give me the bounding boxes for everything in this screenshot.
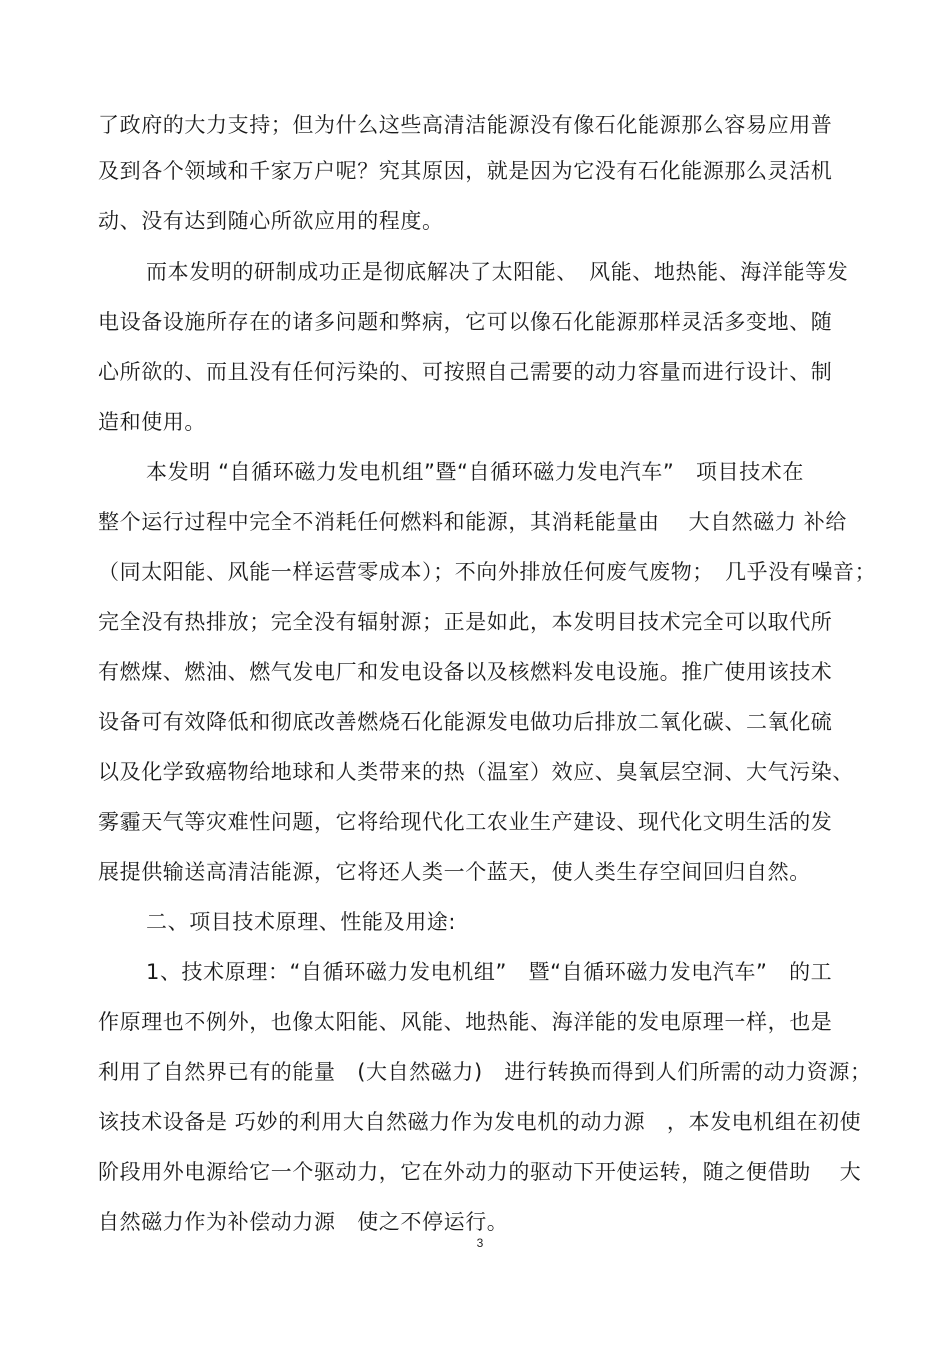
text-line: 心所欲的、而且没有任何污染的、可按照自己需要的动力容量而进行设计、制 xyxy=(98,360,833,384)
text-line: 电设备设施所存在的诸多问题和弊病，它可以像石化能源那样灵活多变地、随 xyxy=(98,310,833,334)
text-line: 有燃煤、燃油、燃气发电厂和发电设备以及核燃料发电设施。推广使用该技术 xyxy=(98,660,833,684)
page-number: 3 xyxy=(476,1236,484,1250)
text-line: 以及化学致癌物给地球和人类带来的热（温室）效应、臭氧层空洞、大气污染、 xyxy=(98,760,854,784)
text-line: 而本发明的研制成功正是彻底解决了太阳能、 风能、地热能、海洋能等发 xyxy=(146,260,849,284)
text-line: 该技术设备是 巧妙的利用大自然磁力作为发电机的动力源 ，本发电机组在初使 xyxy=(98,1110,862,1134)
text-line: 了政府的大力支持；但为什么这些高清洁能源没有像石化能源那么容易应用普 xyxy=(98,113,833,137)
text-line: 本发明 “自循环磁力发电机组”暨“自循环磁力发电汽车” 项目技术在 xyxy=(146,460,804,484)
text-line: 利用了自然界已有的能量 (大自然磁力) 进行转换而得到人们所需的动力资源； xyxy=(98,1060,872,1084)
text-line: 自然磁力作为补偿动力源 使之不停运行。 xyxy=(98,1210,509,1234)
text-line: 雾霾天气等灾难性问题，它将给现代化工农业生产建设、现代化文明生活的发 xyxy=(98,810,833,834)
text-line: 完全没有热排放；完全没有辐射源；正是如此，本发明目技术完全可以取代所 xyxy=(98,610,833,634)
text-line: 整个运行过程中完全不消耗任何燃料和能源，其消耗能量由 大自然磁力 补给 xyxy=(98,510,847,534)
text-line: 阶段用外电源给它一个驱动力，它在外动力的驱动下开使运转，随之便借助 大 xyxy=(98,1160,862,1184)
text-line: 设备可有效降低和彻底改善燃烧石化能源发电做功后排放二氧化碳、二氧化硫 xyxy=(98,710,833,734)
text-line: 展提供输送高清洁能源，它将还人类一个蓝天，使人类生存空间回归自然。 xyxy=(98,860,811,884)
text-line: 作原理也不例外，也像太阳能、风能、地热能、海洋能的发电原理一样，也是 xyxy=(98,1010,833,1034)
text-line: （同太阳能、风能一样运营零成本）；不向外排放任何废气废物； 几乎没有噪音； xyxy=(98,560,877,584)
text-line: 动、没有达到随心所欲应用的程度。 xyxy=(98,209,444,233)
text-line: 1、技术原理：“自循环磁力发电机组” 暨“自循环磁力发电汽车” 的工 xyxy=(146,960,833,984)
text-line: 及到各个领域和千家万户呢？究其原因，就是因为它没有石化能源那么灵活机 xyxy=(98,159,833,183)
section-heading: 二、项目技术原理、性能及用途: xyxy=(146,910,457,934)
text-line: 造和使用。 xyxy=(98,410,206,434)
